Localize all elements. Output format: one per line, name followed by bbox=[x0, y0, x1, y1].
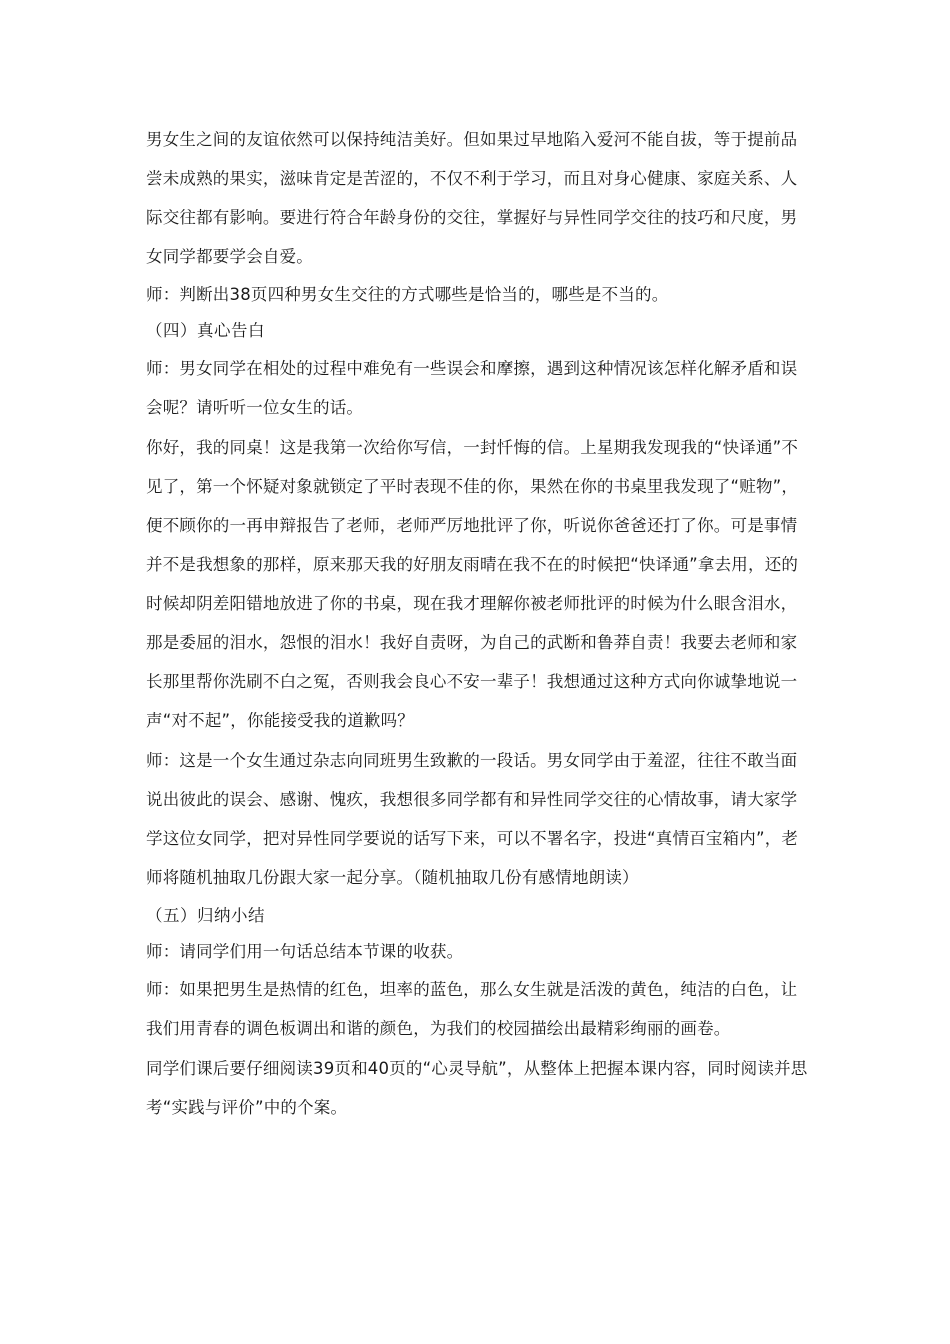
paragraph-teacher-summary: 师：请同学们用一句话总结本节课的收获。 bbox=[146, 942, 464, 961]
document-body bbox=[146, 120, 810, 1128]
paragraph-teacher-question-page38: 师：判断出38页四种男女生交往的方式哪些是恰当的，哪些是不当的。 bbox=[146, 285, 669, 304]
section-heading-4: （四）真心告白 bbox=[146, 321, 265, 340]
paragraph-teacher-colors: 师：如果把男生是热情的红色，坦率的蓝色，那么女生就是活泼的黄色，纯洁的白色，让我们用青春的调色板调出和谐的颜色，为我们的校园描绘出最精彩绚丽的画卷。 bbox=[146, 980, 798, 1038]
paragraph-friendship: 男女生之间的友谊依然可以保持纯洁美好。但如果过早地陷入爱河不能自拔，等于提前品尝未成熟的果实，滋味肯定是苦涩的，不仅不利于学习，而且对身心健康、家庭关系、人际交往都有影响。要进行符合年龄身份的交往，掌握好与异性同学交往的技巧和尺度，男女同学都要学会自爱。 bbox=[146, 130, 798, 266]
paragraph-apology-letter: 你好，我的同桌！这是我第一次给你写信，一封忏悔的信。上星期我发现我的“快译通”不见了，第一个怀疑对象就锁定了平时表现不佳的你，果然在你的书桌里我发现了“赃物”，便不顾你的一再申辩报告了老师，老师严厉地批评了你，听说你爸爸还打了你。可是事情并不是我想象的那样，原来那天我的好朋友雨晴在我不在的时候把“快译通”拿去用，还的时候却阴差阳错地放进了你的书桌，现在我才理解你被老师批评的时候为什么眼含泪水，那是委屈的泪水，怨恨的泪水！我好自责呀，为自己的武断和鲁莽自责！我要去老师和家长那里帮你洗刷不白之冤，否则我会良心不安一辈子！我想通过这种方式向你诚挚地说一声“对不起”，你能接受我的道歉吗？ bbox=[146, 438, 799, 730]
section-heading-5: （五）归纳小结 bbox=[146, 906, 265, 925]
paragraph-teacher-sharing: 师：这是一个女生通过杂志向同班男生致歉的一段话。男女同学由于羞涩，往往不敢当面说出彼此的误会、感谢、愧疚，我想很多同学都有和异性同学交往的心情故事，请大家学学这位女同学，把对异性同学要说的话写下来，可以不署名字，投进“真情百宝箱内”，老师将随机抽取几份跟大家一起分享。（随机抽取几份有感情地朗读） bbox=[146, 751, 799, 887]
paragraph-teacher-misunderstanding: 师：男女同学在相处的过程中难免有一些误会和摩擦，遇到这种情况该怎样化解矛盾和误会呢？请听听一位女生的话。 bbox=[146, 359, 798, 417]
paragraph-homework: 同学们课后要仔细阅读39页和40页的“心灵导航”，从整体上把握本课内容，同时阅读并思考“实践与评价”中的个案。 bbox=[146, 1059, 808, 1117]
